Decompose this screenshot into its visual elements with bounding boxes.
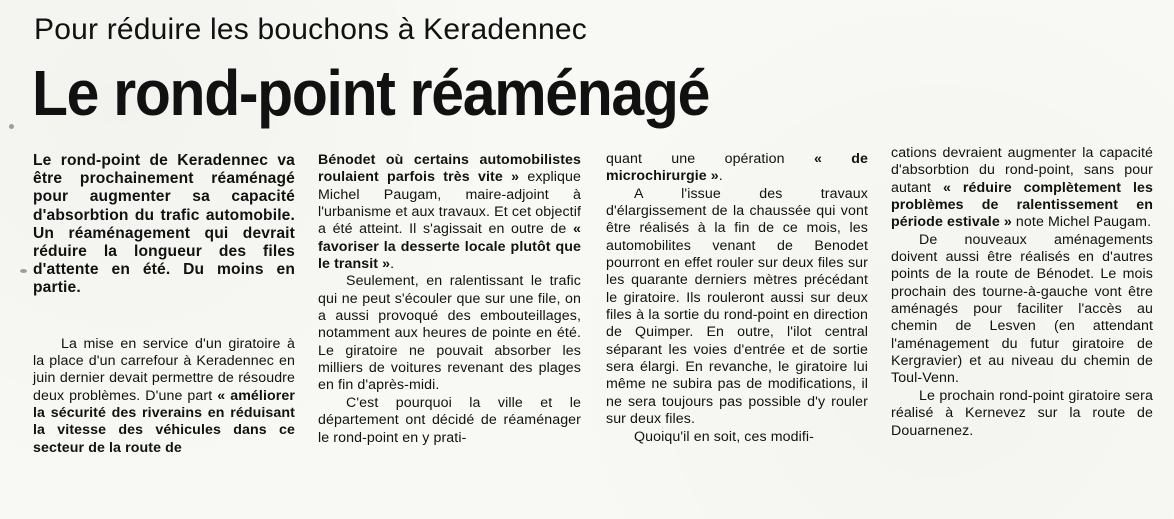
article-headline: Le rond-point réaménagé [32, 57, 710, 129]
column-4-paragraph-1 [891, 145, 1153, 232]
column-2-paragraph-1 [318, 152, 581, 273]
body-text: quant une opération [606, 151, 814, 167]
body-text: cations devraient augmenter la capacité d'absorbtion du rond-point, sans pour autant [891, 145, 1153, 196]
quote-text: « améliorer la sécurité des riverains en réduisant la vitesse des véhicules dans ce secteur de la route de [33, 387, 295, 456]
article-lead: Le rond-point de Keradennec va être prochainement réaménagé pour augmenter sa capacité d'absorbtion du trafic automobile. Un réaménagement qui devrait réduire la longueur des files d'attente en été. Du moins en partie. [33, 152, 295, 297]
body-text: explique Michel Paugam, maire-adjoint à l'urbanisme et aux travaux. Et cet objectif a été atteint. Il s'agissait en outre de [318, 169, 581, 238]
body-text: La mise en service d'un giratoire à la place d'un carrefour à Keradennec en juin dernier devait permettre de résoudre deux problèmes. D'une part [33, 335, 295, 404]
column-3-paragraph-1 [606, 151, 868, 186]
article-column-1 [33, 152, 295, 457]
column-1-paragraph [33, 336, 295, 457]
body-text: note Michel Paugam. [1011, 214, 1152, 231]
column-4-paragraph-2: De nouveaux aménagements doivent aussi être réalisés en d'autres points de la route de Bénodet. Le mois prochain des tourne-à-gauche vont être aménagés pour faciliter l'accès au chemin de Lesven (en attendant l'aménagement du futur giratoire de Kergravier) et au niveau du chemin de Toul-Venn. [891, 231, 1153, 387]
column-3-paragraph-3: Quoiqu'il en soit, ces modifi- [634, 428, 814, 445]
punctuation: . [390, 256, 395, 273]
scan-speck [20, 269, 27, 273]
quote-text: « réduire complètement les problèmes de ralentissement en période estivale » [891, 179, 1153, 231]
quote-text: Bénodet où certains automobilistes roulaient parfois très vite » [318, 152, 581, 186]
column-2-paragraph-3: C'est pourquoi la ville et le département ont décidé de réaménager le rond-point en y prati- [318, 394, 581, 446]
punctuation: . [718, 168, 723, 185]
quote-text: « favoriser la desserte locale plutôt que le transit » [318, 221, 581, 273]
article-column-2 [318, 152, 581, 447]
quote-text: « de microchirurgie » [606, 151, 868, 185]
scan-speck [9, 124, 14, 129]
article-column-3 [606, 151, 868, 446]
column-2-paragraph-2: Seulement, en ralentissant le trafic qui ne peut s'écouler que sur une file, on a aussi provoqué des embouteillages, notamment aux heures de pointe en été. Le giratoire ne pouvait absorber les milliers de voitures revenant des plages en fin d'après-midi. [318, 273, 581, 394]
article-column-4 [891, 145, 1153, 440]
article-kicker: Pour réduire les bouchons à Keradennec [34, 13, 587, 46]
column-4-paragraph-3: Le prochain rond-point giratoire sera réalisé à Kernevez sur la route de Douarnenez. [891, 387, 1153, 439]
column-3-paragraph-2: A l'issue des travaux d'élargissement de la chaussée qui vont être réalisés à la fin de ce mois, les automobilites venant de Benodet pourront en effet rouler sur deux files sur les quarante derniers mètres précédant le giratoire. Ils rouleront aussi sur deux files à la sortie du rond-point en direction de Quimper. En outre, l'ilot central séparant les voies d'entrée et de sortie sera élargi. En revanche, le giratoire lui même ne subira pas de modifications, il ne sera toujours pas possible d'y rouler sur deux files. [606, 185, 868, 428]
